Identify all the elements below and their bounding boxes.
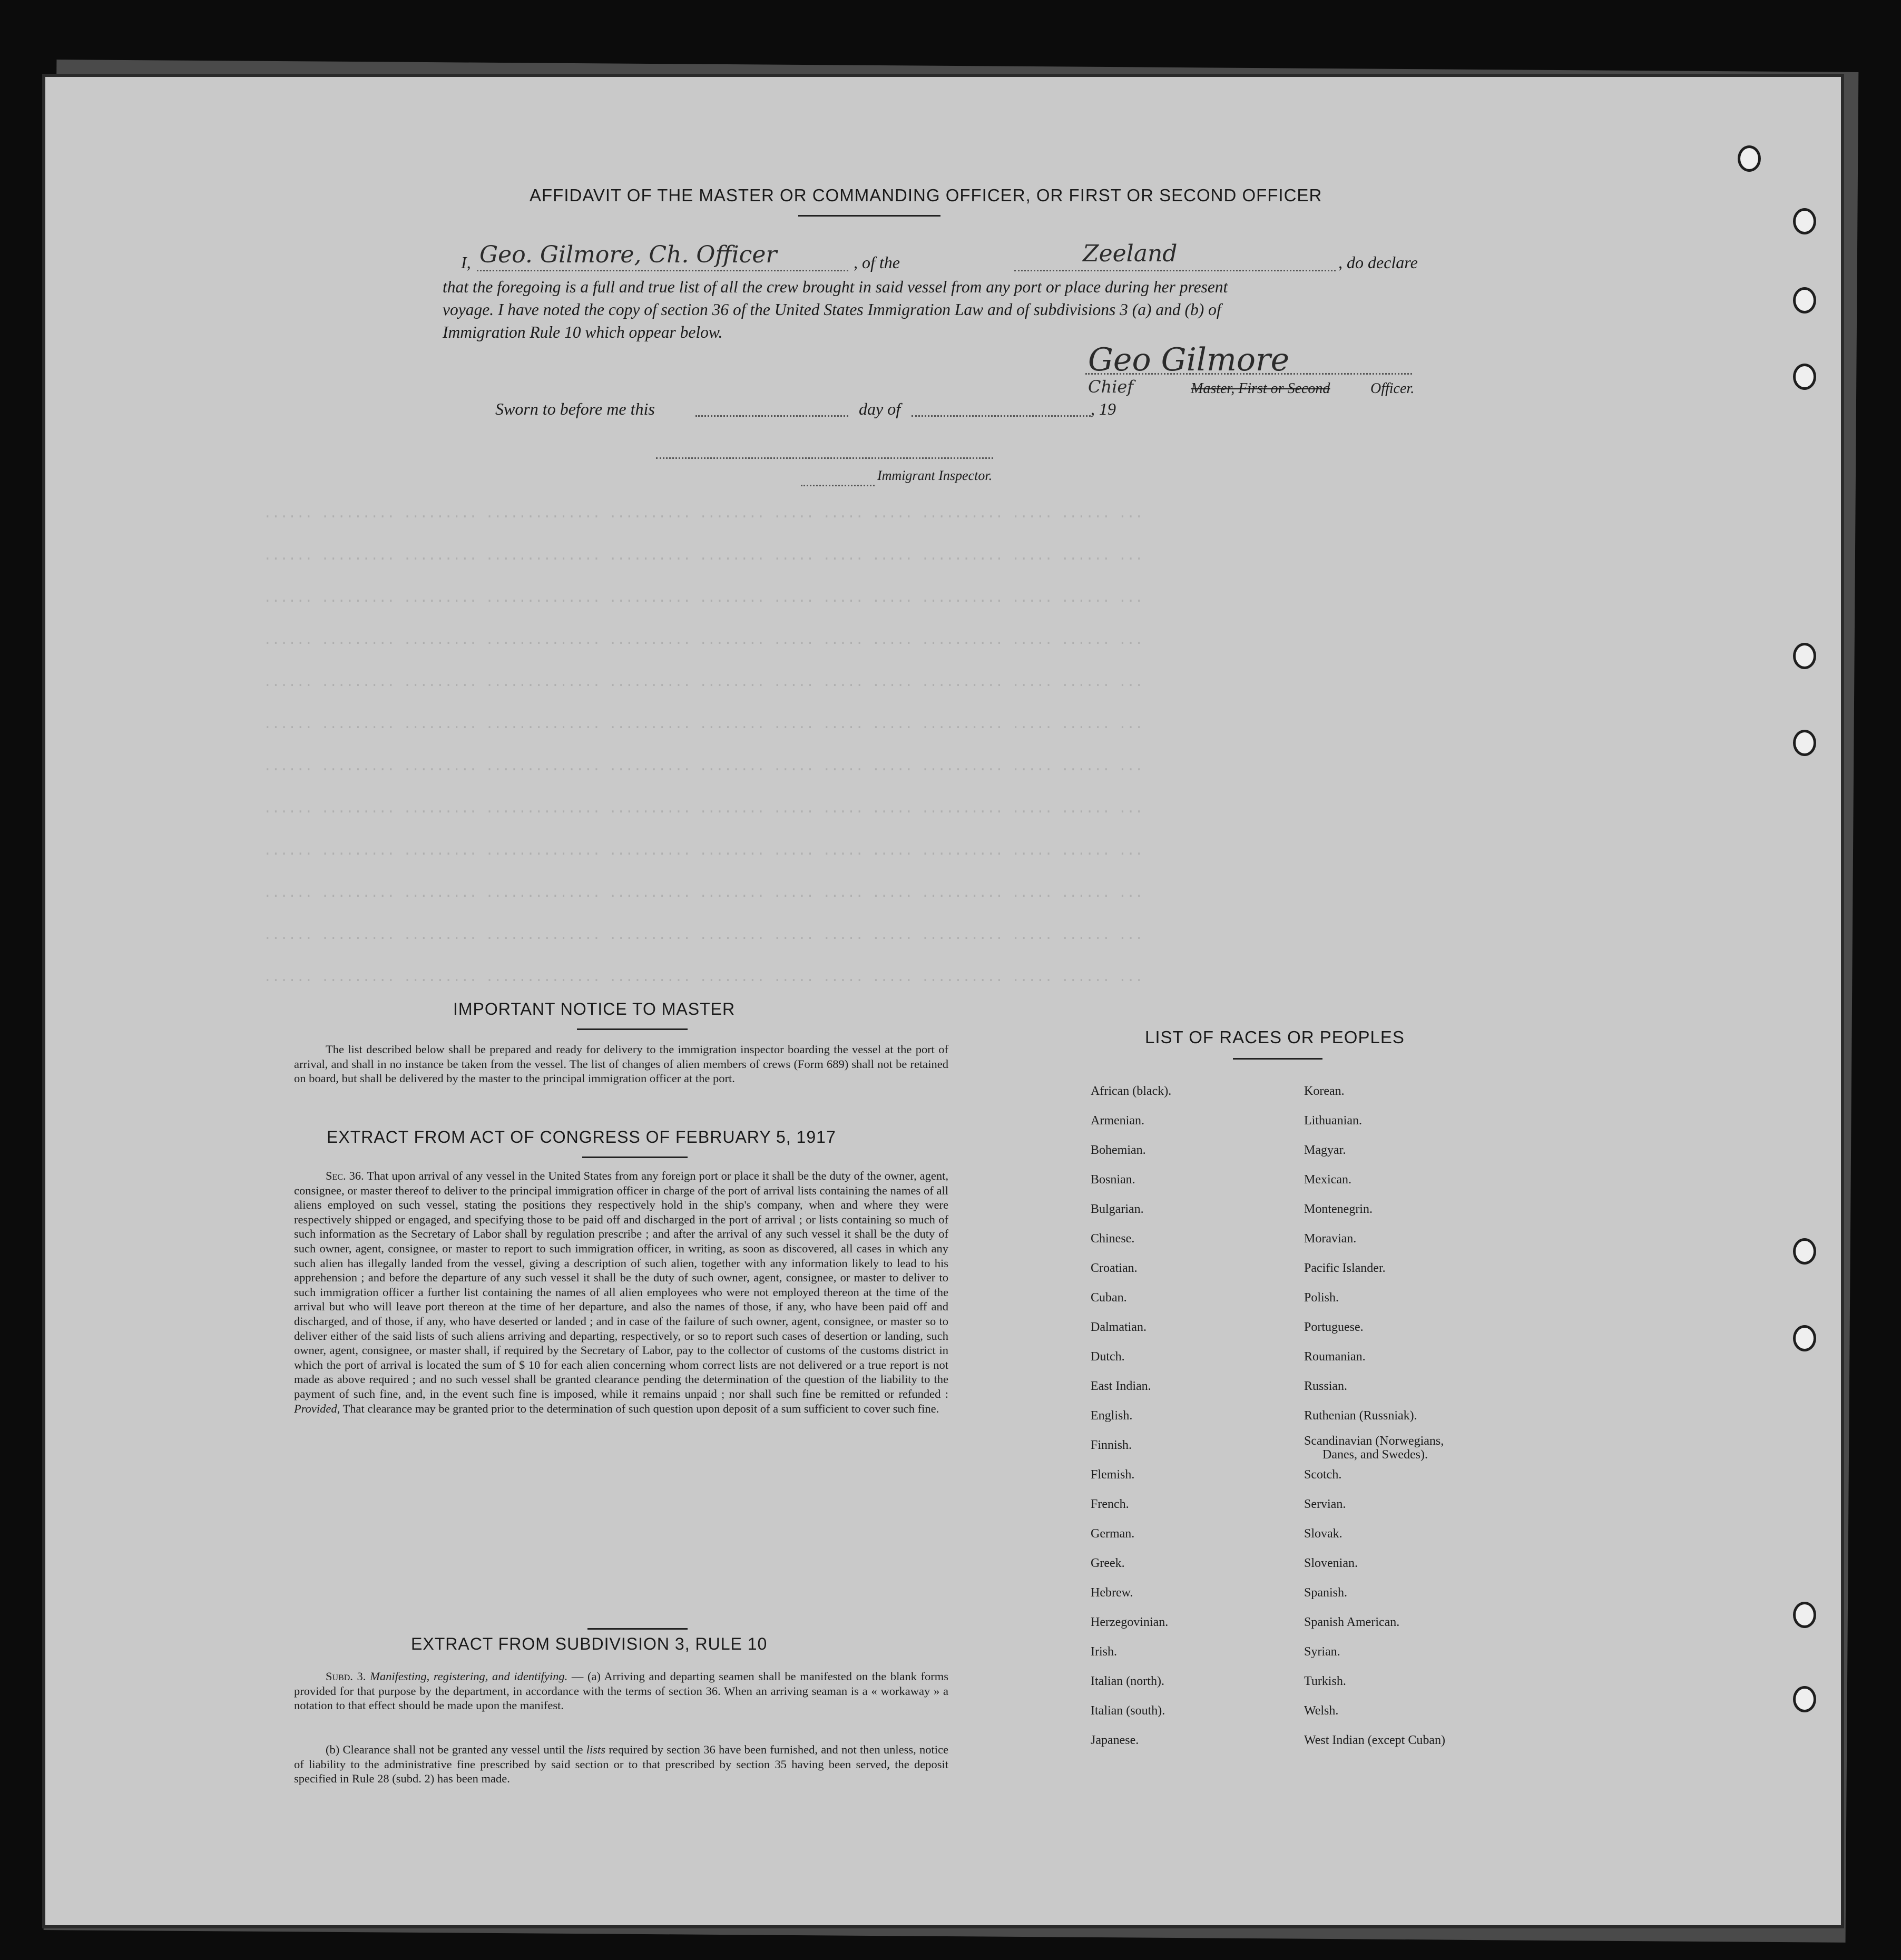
race-item: Russian. bbox=[1304, 1379, 1348, 1393]
race-item: Turkish. bbox=[1304, 1674, 1346, 1688]
binder-hole bbox=[1793, 730, 1816, 756]
rule-title: EXTRACT FROM SUBDIVISION 3, RULE 10 bbox=[411, 1634, 768, 1653]
bleed-line: ...... ......... ......... .............. .......... ........ ..... ..... ..... .......... ..... ...... ... bbox=[263, 506, 1143, 522]
race-item: West Indian (except Cuban) bbox=[1304, 1733, 1445, 1747]
race-item: Syrian. bbox=[1304, 1645, 1340, 1659]
race-item: Spanish. bbox=[1304, 1586, 1348, 1600]
notice-text: The list described below shall be prepared and ready for delivery to the immigration inspector boarding the vessel at the port of arrival, and shall in no instance be taken from the vessel. The list of changes of alien members of crews (Form 689) shall not be retained on board, but shall be delivered by the master to the principal immigration officer at the port. bbox=[294, 1043, 948, 1085]
act-text bbox=[294, 1169, 948, 1416]
bleed-line: ...... ......... ......... .............. .......... ........ ..... ..... ..... .......... ..... ...... ... bbox=[263, 885, 1143, 901]
race-item: Greek. bbox=[1091, 1556, 1125, 1570]
rule-subd-a bbox=[294, 1669, 948, 1713]
notice-underline bbox=[577, 1028, 688, 1030]
binder-hole bbox=[1793, 1325, 1816, 1351]
race-item: Welsh. bbox=[1304, 1704, 1339, 1718]
race-item: German. bbox=[1091, 1527, 1135, 1541]
title-underline bbox=[798, 215, 940, 217]
race-item: Italian (south). bbox=[1091, 1704, 1165, 1718]
bleed-line: ...... ......... ......... .............. .......... ........ ..... ..... ..... .......... ..... ...... ... bbox=[263, 717, 1143, 732]
race-item: Lithuanian. bbox=[1304, 1114, 1362, 1128]
rule-b-text-1: Clearance shall not be granted any vessel until the bbox=[342, 1743, 583, 1756]
race-item: Dutch. bbox=[1091, 1350, 1125, 1364]
race-item: Bulgarian. bbox=[1091, 1202, 1144, 1216]
race-item: Korean. bbox=[1304, 1084, 1345, 1098]
bleed-line: ...... ......... ......... .............. .......... ........ ..... ..... ..... .......... ..... ...... ... bbox=[263, 590, 1143, 606]
binder-hole bbox=[1793, 1686, 1816, 1712]
rule-subd-label: Subd. 3. bbox=[326, 1670, 366, 1683]
bleed-line: ...... ......... ......... .............. .......... ........ ..... ..... ..... .......... ..... ...... ... bbox=[263, 674, 1143, 690]
ship-name-handwritten: Zeeland bbox=[1083, 240, 1178, 267]
bleed-line: ...... ......... ......... .............. .......... ........ ..... ..... ..... .......... ..... ...... ... bbox=[263, 843, 1143, 859]
race-item: Japanese. bbox=[1091, 1733, 1139, 1747]
rule-b-text-2: required by section 36 have been furnished, and not then unless, notice of liability to the administrative fine prescribed by said section or to that prescribed by section 35 having been served, the deposit specified in Rule 28 (subd. 2) has been made. bbox=[294, 1743, 949, 1786]
signature-line bbox=[1085, 373, 1412, 375]
race-item: Danes, and Swedes). bbox=[1322, 1448, 1428, 1462]
race-item: Magyar. bbox=[1304, 1143, 1346, 1157]
bleed-line: ...... ......... ......... .............. .......... ........ ..... ..... ..... .......... ..... ...... ... bbox=[263, 548, 1143, 564]
act-provided: Provided, bbox=[294, 1402, 340, 1415]
act-section-label: Sec. 36. bbox=[326, 1169, 364, 1182]
rule-b-lists: lists bbox=[586, 1743, 606, 1756]
race-item: East Indian. bbox=[1091, 1379, 1151, 1393]
bleed-line: ...... ......... ......... .............. .......... ........ ..... ..... ..... .......... ..... ...... ... bbox=[263, 759, 1143, 775]
affidavit-title: AFFIDAVIT OF THE MASTER OR COMMANDING OFFICER, OR FIRST OR SECOND OFFICER bbox=[530, 185, 1322, 205]
race-item: Armenian. bbox=[1091, 1114, 1144, 1128]
race-item: Hebrew. bbox=[1091, 1586, 1133, 1600]
race-item: Roumanian. bbox=[1304, 1350, 1366, 1364]
race-item: Bosnian. bbox=[1091, 1173, 1135, 1187]
race-item: French. bbox=[1091, 1497, 1129, 1511]
act-section-body: That upon arrival of any vessel in the United States from any foreign port or place it shall be the duty of the owner, agent, consignee, or master thereof to deliver to the principal immigration officer in charge of the port of arrival lists containing the names of all aliens employed on such vessel, stating the positions they respectively hold in the ship's company, when and where they were respectively shipped or engaged, and specifying those to be paid off and discharged in the port of arrival ; or lists containing so much of such information as the Secretary of Labor shall by regulation prescribe ; and after the arrival of any such vessel it shall be the duty of such owner, agent, consignee, or master to report to such immigration officer, in writing, as soon as discovered, all cases in which any such alien has illegally landed from the vessel, giving a description of such alien, together with any information likely to lead to his apprehension ; and before the departure of any such vessel it shall be the duty of such owner, agent, consignee, or master to deliver to such immigration officer a further list containing the names of all alien employees who were not employed thereon at the time of the arrival but who will leave port thereon at the time of her departure, and also the names of those, if any, who have been paid off and discharged, and of those, if any, who have deserted or landed ; and in case of the failure of such owner, agent, consignee, or master so to deliver either of the said lists of such aliens arriving and departing, respectively, or so to report such cases of desertion or landing, such owner, agent, consignee, or master shall, if required by the Secretary of Labor, pay to the collector of customs of the customs district in which the port of arrival is located the sum of $ 10 for each alien concerning whom correct lists are not delivered or a true report is not made as above required ; and no such vessel shall be granted clearance pending the determination of the question of the liability to the payment of such fine, and, in the event such fine is imposed, while it remains unpaid ; nor shall such fine be remitted or refunded : bbox=[294, 1169, 949, 1400]
rule-subd-b bbox=[294, 1742, 948, 1786]
officer-title-end: Officer. bbox=[1370, 380, 1415, 397]
race-item: Montenegrin. bbox=[1304, 1202, 1373, 1216]
bleed-line: ...... ......... ......... .............. .......... ........ ..... ..... ..... .......... ..... ...... ... bbox=[263, 969, 1143, 985]
rule-b-label: (b) bbox=[326, 1743, 340, 1756]
races-underline bbox=[1233, 1058, 1322, 1060]
race-item: Ruthenian (Russniak). bbox=[1304, 1409, 1417, 1423]
binder-hole bbox=[1793, 208, 1816, 234]
race-item: Slovenian. bbox=[1304, 1556, 1358, 1570]
notice-title: IMPORTANT NOTICE TO MASTER bbox=[453, 999, 736, 1018]
race-item: Scandinavian (Norwegians, bbox=[1304, 1434, 1444, 1448]
inspector-signature-line bbox=[656, 457, 993, 459]
day-of-label: day of bbox=[859, 399, 901, 418]
affidavit-line-3: voyage. I have noted the copy of section 36 of the United States Immigration Law and of subdivisions 3 (a) and (b) of bbox=[443, 300, 1221, 319]
rule-a-text: Arriving and departing seamen shall be manifested on the blank forms provided for that purpose by the department, in accordance with the terms of section 36. When an arriving seaman is a « workaway » a notation to that effect should be made upon the manifest. bbox=[294, 1670, 949, 1712]
binder-hole bbox=[1793, 1238, 1816, 1265]
race-item: Irish. bbox=[1091, 1645, 1117, 1659]
bleed-line: ...... ......... ......... .............. .......... ........ ..... ..... ..... .......... ..... ...... ... bbox=[263, 632, 1143, 648]
race-item: Herzegovinian. bbox=[1091, 1615, 1169, 1629]
race-item: Chinese. bbox=[1091, 1232, 1135, 1246]
act-underline bbox=[582, 1157, 688, 1158]
race-item: Portuguese. bbox=[1304, 1320, 1364, 1334]
race-item: Italian (north). bbox=[1091, 1674, 1164, 1688]
officer-name-line bbox=[477, 270, 848, 271]
binder-hole bbox=[1793, 287, 1816, 313]
binder-hole bbox=[1793, 1602, 1816, 1628]
year-prefix: , 19 bbox=[1091, 399, 1116, 418]
officer-title-struck: Master, First or Second bbox=[1191, 380, 1330, 397]
chief-handwritten: Chief bbox=[1088, 377, 1134, 397]
race-item: Spanish American. bbox=[1304, 1615, 1400, 1629]
race-item: English. bbox=[1091, 1409, 1133, 1423]
inspector-label: Immigrant Inspector. bbox=[877, 468, 993, 483]
rule-top-rule bbox=[587, 1628, 688, 1630]
race-item: Mexican. bbox=[1304, 1173, 1351, 1187]
race-item: Flemish. bbox=[1091, 1468, 1135, 1482]
manifest-page bbox=[42, 74, 1844, 1928]
race-item: Croatian. bbox=[1091, 1261, 1138, 1275]
binder-hole bbox=[1738, 145, 1761, 172]
declarant-prefix: I, bbox=[461, 253, 471, 272]
bleed-line: ...... ......... ......... .............. .......... ........ ..... ..... ..... .......... ..... ...... ... bbox=[263, 801, 1143, 817]
ship-name-line bbox=[1014, 270, 1336, 271]
race-item: Bohemian. bbox=[1091, 1143, 1146, 1157]
of-the-label: , of the bbox=[854, 253, 900, 272]
binder-hole bbox=[1793, 364, 1816, 390]
officer-signature: Geo Gilmore bbox=[1088, 341, 1290, 378]
affidavit-line-4: Immigration Rule 10 which oppear below. bbox=[443, 323, 723, 341]
affidavit-line-2: that the foregoing is a full and true list of all the crew brought in said vessel from any port or place during her present bbox=[443, 278, 1228, 296]
act-section-end: That clearance may be granted prior to the determination of such question upon deposit of a sum sufficient to cover such fine. bbox=[342, 1402, 939, 1415]
race-item: Polish. bbox=[1304, 1291, 1339, 1305]
race-item: Cuban. bbox=[1091, 1291, 1127, 1305]
race-item: Dalmatian. bbox=[1091, 1320, 1147, 1334]
races-title: LIST OF RACES OR PEOPLES bbox=[1145, 1027, 1405, 1047]
race-item: Moravian. bbox=[1304, 1232, 1357, 1246]
rule-subd-heading: Manifesting, registering, and identifying. bbox=[370, 1670, 568, 1683]
race-item: Finnish. bbox=[1091, 1438, 1132, 1452]
sworn-label: Sworn to before me this bbox=[495, 399, 655, 418]
act-title: EXTRACT FROM ACT OF CONGRESS OF FEBRUARY 5, 1917 bbox=[327, 1128, 836, 1146]
race-item: African (black). bbox=[1091, 1084, 1172, 1098]
binder-hole bbox=[1793, 643, 1816, 669]
officer-name-handwritten: Geo. Gilmore, Ch. Officer bbox=[479, 241, 777, 268]
race-item: Pacific Islander. bbox=[1304, 1261, 1386, 1275]
sworn-month-line bbox=[912, 415, 1091, 417]
race-item: Servian. bbox=[1304, 1497, 1346, 1511]
race-item: Slovak. bbox=[1304, 1527, 1343, 1541]
do-declare-label: , do declare bbox=[1338, 253, 1418, 272]
race-item: Scotch. bbox=[1304, 1468, 1342, 1482]
inspector-name-line bbox=[801, 485, 875, 486]
bleed-line: ...... ......... ......... .............. .......... ........ ..... ..... ..... .......... ..... ...... ... bbox=[263, 927, 1143, 943]
rule-a-label: — (a) bbox=[571, 1670, 601, 1683]
sworn-day-line bbox=[695, 415, 848, 417]
